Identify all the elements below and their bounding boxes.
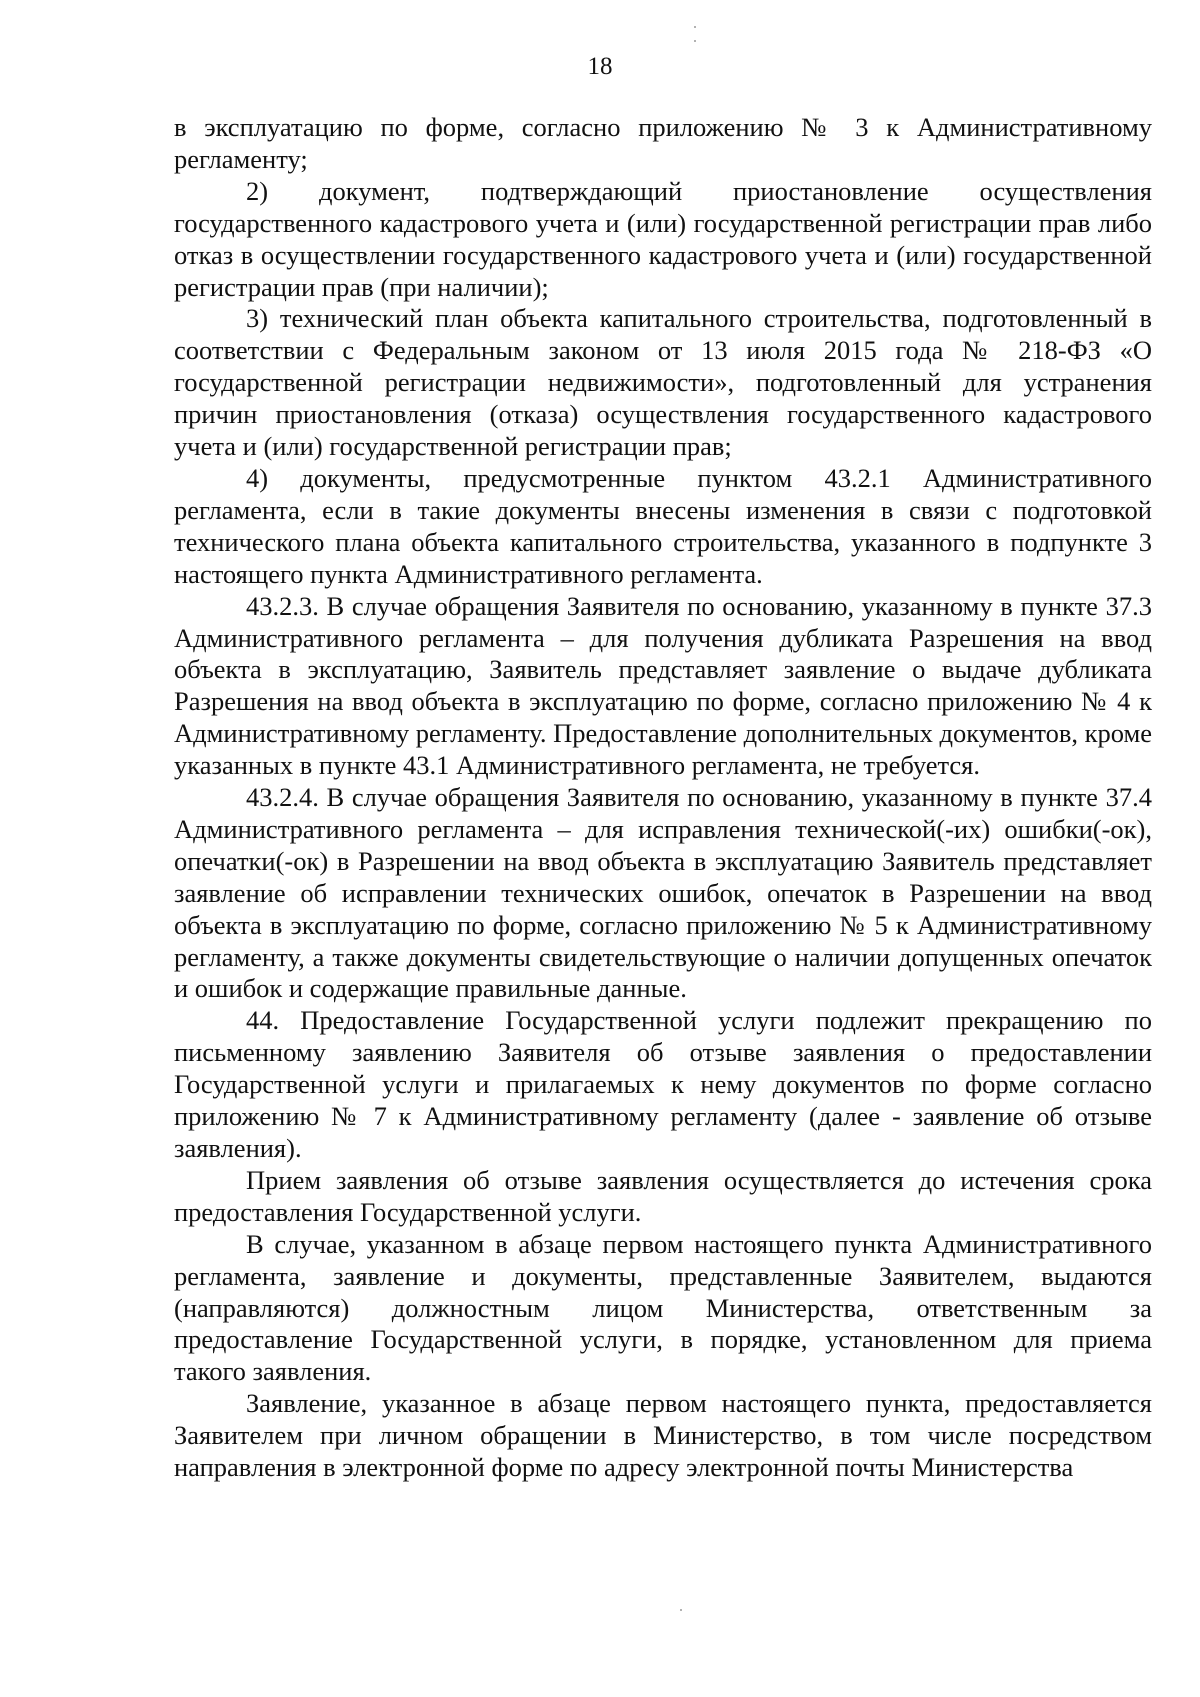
paragraph-item-3: 3) технический план объекта капитального строительства, подготовленный в соответствии с Федеральным законом от 13 июля 2015 года № 218-ФЗ «О государственной регистрации недвижимости», подготовленный для устранения причин приостановления (отказа) осуществления государственного кадастрового учета и (или) государственной регистрации прав; [174, 303, 1152, 462]
document-body [174, 112, 1152, 1484]
paragraph-submission-method: Заявление, указанное в абзаце первом настоящего пункта, предоставляется Заявителем при личном обращении в Министерство, в том числе посредством направления в электронной форме по адресу электронной почты Министерства [174, 1388, 1152, 1483]
paragraph-43-2-3: 43.2.3. В случае обращения Заявителя по основанию, указанному в пункте 37.3 Административного регламента – для получения дубликата Разрешения на ввод объекта в эксплуатацию, Заявитель представляет заявление о выдаче дубликата Разрешения на ввод объекта в эксплуатацию по форме, согласно приложению № 4 к Административному регламенту. Предоставление дополнительных документов, кроме указанных в пункте 43.1 Административного регламента, не требуется. [174, 590, 1153, 781]
paragraph-withdrawal-deadline: Прием заявления об отзыве заявления осуществляется до истечения срока предоставления Государственной услуги. [174, 1164, 1152, 1227]
paragraph-item-2: 2) документ, подтверждающий приостановление осуществления государственного кадастрового учета и (или) государственной регистрации прав либо отказ в осуществлении государственного кадастрового учета и (или) государственной регистрации прав (при наличии); [174, 175, 1152, 302]
paragraph-44: 44. Предоставление Государственной услуги подлежит прекращению по письменному заявлению Заявителя об отзыве заявления о предоставлении Государственной услуги и прилагаемых к нему документов по форме согласно приложению № 7 к Административному регламенту (далее - заявление об отзыве заявления). [174, 1005, 1152, 1163]
paragraph-item-4: 4) документы, предусмотренные пунктом 43.2.1 Административного регламента, если в такие документы внесены изменения в связи с подготовкой технического плана объекта капитального строительства, указанного в подпункте 3 настоящего пункта Административного регламента. [174, 462, 1152, 589]
scan-speck [694, 40, 696, 42]
paragraph-continuation: в эксплуатацию по форме, согласно приложению № 3 к Административному регламенту; [174, 112, 1152, 174]
paragraph-documents-return: В случае, указанном в абзаце первом настоящего пункта Административного регламента, заявление и документы, представленные Заявителем, выдаются (направляются) должностным лицом Министерства, ответственным за предоставление Государственной услуги, в порядке, установленном для приема такого заявления. [174, 1228, 1152, 1387]
scan-speck [694, 26, 696, 28]
paragraph-43-2-4: 43.2.4. В случае обращения Заявителя по основанию, указанному в пункте 37.4 Административного регламента – для исправления технической(-их) ошибки(-ок), опечатки(-ок) в Разрешении на ввод объекта в эксплуатацию Заявитель представляет заявление об исправлении технических ошибок, опечаток в Разрешении на ввод объекта в эксплуатацию по форме, согласно приложению № 5 к Административному регламенту, а также документы свидетельствующие о наличии допущенных опечаток и ошибок и содержащие правильные данные. [174, 782, 1152, 1004]
page-number: 18 [587, 53, 613, 80]
scan-speck [680, 1609, 682, 1611]
